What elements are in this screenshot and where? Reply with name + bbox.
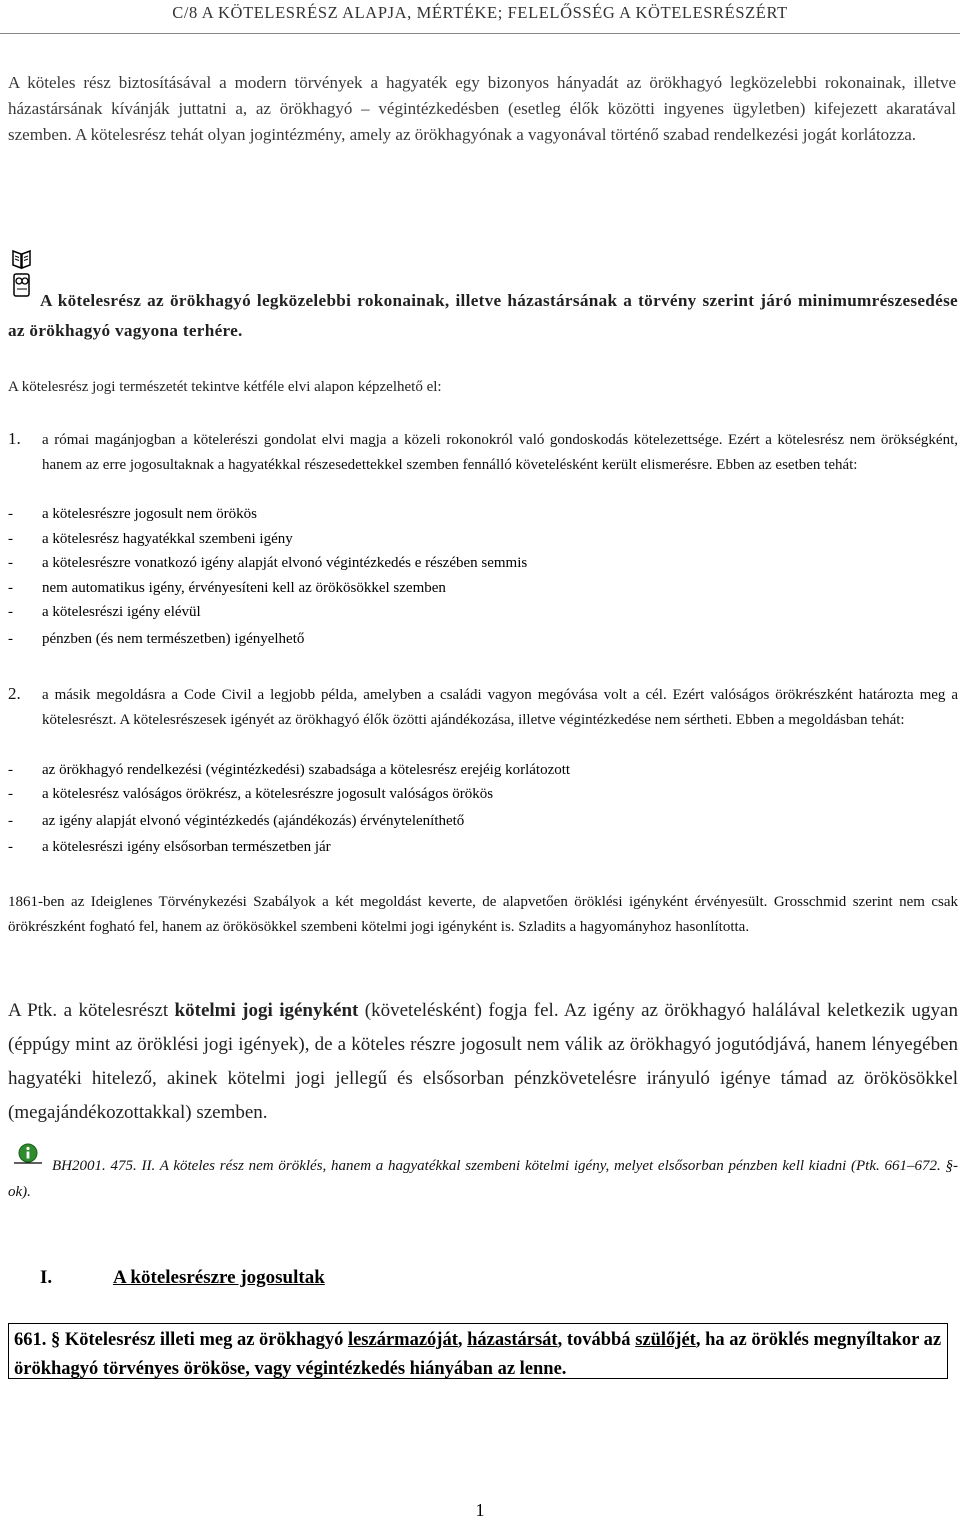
statute-lead: 661. § Kötelesrész illeti meg az örökhagyó <box>14 1330 348 1350</box>
option1-item: - a kötelesrészre jogosult nem örökös <box>8 506 257 522</box>
option1-item-text: pénzben (és nem természetben) igényelhető <box>42 631 305 647</box>
case-reference <box>8 1153 958 1205</box>
statute-box <box>8 1323 948 1379</box>
option2-item-text: az igény alapját elvonó végintézkedés (ajándékozás) érvényteleníthető <box>42 813 465 829</box>
statute-rest: , ha az öröklés megnyíltakor az örökhagyó törvényes örököse, vagy végintézkedés hiányában az lenne. <box>14 1330 942 1379</box>
option2-item-text: az örökhagyó rendelkezési (végintézkedési) szabadsága a kötelesrész erejéig korlátozott <box>42 762 571 778</box>
option1-item: - pénzben (és nem természetben) igényelhető <box>8 631 305 647</box>
option1-item-text: nem automatikus igény, érvényesíteni kell az örökösökkel szemben <box>42 580 446 596</box>
statute-term-descendant: leszármazóját <box>347 1330 458 1350</box>
option1-item-text: a kötelesrész hagyatékkal szembeni igény <box>42 531 293 547</box>
statute-term-spouse: házastársát <box>467 1330 558 1350</box>
option1-body: a római magánjogban a kötelerészi gondolat elvi magja a közeli rokonokról való gondoskodás kötelezettsége. Ezért a kötelesrész nem örökségként, hanem az erre jogosultaknak a hagyatékkal részesedettekkel szemben fennálló követelésként került elismerésre. Ebben az esetben tehát: <box>42 432 958 473</box>
page-number: 1 <box>475 1500 485 1520</box>
option2-item: - az igény alapját elvonó végintézkedés (ajándékozás) érvényteleníthető <box>8 813 465 829</box>
ptk-emphasis: kötelmi jogi igényként <box>174 1000 359 1021</box>
option1-text <box>42 428 958 477</box>
option1-item: - nem automatikus igény, érvényesíteni kell az örökösökkel szemben <box>8 580 446 596</box>
option1-item-text: a kötelesrészre jogosult nem örökös <box>42 506 257 522</box>
intro-paragraph: A köteles rész biztosításával a modern törvények a hagyaték egy bizonyos hányadát az örökhagyó legközelebbi rokonainak, illetve házastársának kívánják juttatni a, az örökhagyó – végintézkedésben (esetleg élők közötti ingyenes ügyletben) kifejezett akaratával szemben. A kötelesrész tehát olyan jogintézmény, amely az örökhagyónak a vagyonával történő szabad rendelkezési jogát korlátozza. <box>8 73 956 144</box>
section-number: I. <box>40 1267 53 1288</box>
case-text: BH2001. 475. II. A köteles rész nem öröklés, hanem a hagyatékkal szembeni kötelmi igény, melyet elsősorban pénzben kell kiadni (Ptk. 661–672. §-ok). <box>8 1158 958 1200</box>
option1-item-text: a kötelesrészre vonatkozó igény alapját elvonó végintézkedés e részében semmis <box>42 555 528 571</box>
nature-intro: A kötelesrész jogi természetét tekintve kétféle elvi alapon képzelhető el: <box>8 379 442 395</box>
option1-item: - a kötelesrészre vonatkozó igény alapját elvonó végintézkedés e részében semmis <box>8 555 528 571</box>
option1-number: 1. <box>8 429 21 448</box>
option2-body: a másik megoldásra a Code Civil a legjobb példa, amelyben a családi vagyon megóvása volt a cél. Ezért valóságos örökrészként határozta meg a kötelesrészt. A kötelesrészesek igényét az örökhagyó élők özötti ajándékozása, illetve végintézkedése nem sértheti. Ebben a megoldásban tehát: <box>42 687 958 728</box>
section-title: A kötelesrészre jogosultak <box>113 1267 325 1288</box>
ptk-paragraph <box>8 994 958 1130</box>
option2-item-text: a kötelesrészi igény elsősorban természetben jár <box>42 839 331 855</box>
option1-item: - a kötelesrész hagyatékkal szembeni igény <box>8 531 293 547</box>
option1-item-text: a kötelesrészi igény elévül <box>42 604 201 620</box>
statute-term-parent: szülőjét <box>635 1330 696 1350</box>
definition-text <box>8 286 958 346</box>
statute-separator: , <box>457 1330 468 1350</box>
option2-item: - a kötelesrészi igény elsősorban természetben jár <box>8 839 331 855</box>
header-divider <box>0 33 960 34</box>
option1-item: - a kötelesrészi igény elévül <box>8 604 201 620</box>
ptk-text-before: A Ptk. a kötelesrészt <box>8 1000 175 1021</box>
option2-item: - az örökhagyó rendelkezési (végintézkedési) szabadsága a kötelesrész erejéig korlátozott <box>8 762 571 778</box>
option2-item-text: a kötelesrész valóságos örökrész, a kötelesrészre jogosult valóságos örökös <box>42 786 494 802</box>
page-header: C/8 A KÖTELESRÉSZ ALAPJA, MÉRTÉKE; FELELŐSSÉG A KÖTELESRÉSZÉRT <box>172 3 788 22</box>
option2-text <box>42 683 958 732</box>
ptk-text-after: (követelésként) fogja fel. Az igény az örökhagyó halálával keletkezik ugyan (éppúgy mint az öröklési jogi igények), de a köteles részre jogosult nem válik az örökhagyó jogutódjává, hanem lényegében hagyatéki hitelező, akinek kötelmi jogi jellegű és elsősorban pénzkövetelésre irányuló igénye támad az örökösökkel (megajándékozottakkal) szemben. <box>8 1000 958 1123</box>
option2-number: 2. <box>8 684 21 703</box>
history-paragraph: 1861-ben az Ideiglenes Törvénykezési Szabályok a két megoldást keverte, de alapvetően öröklési igényként érvényesült. Grosschmid szerint nem csak örökrészként fogható fel, hanem az örökösökkel szembeni kötelmi jogi igényként is. Szladits a hagyományhoz hasonlította. <box>8 894 958 935</box>
statute-separator: , továbbá <box>557 1330 636 1350</box>
option2-item: - a kötelesrész valóságos örökrész, a kötelesrészre jogosult valóságos örökös <box>8 786 494 802</box>
definition-body: A kötelesrész az örökhagyó legközelebbi rokonainak, illetve házastársának a törvény szerint járó minimumrészesedése az örökhagyó vagyona terhére. <box>8 291 958 340</box>
